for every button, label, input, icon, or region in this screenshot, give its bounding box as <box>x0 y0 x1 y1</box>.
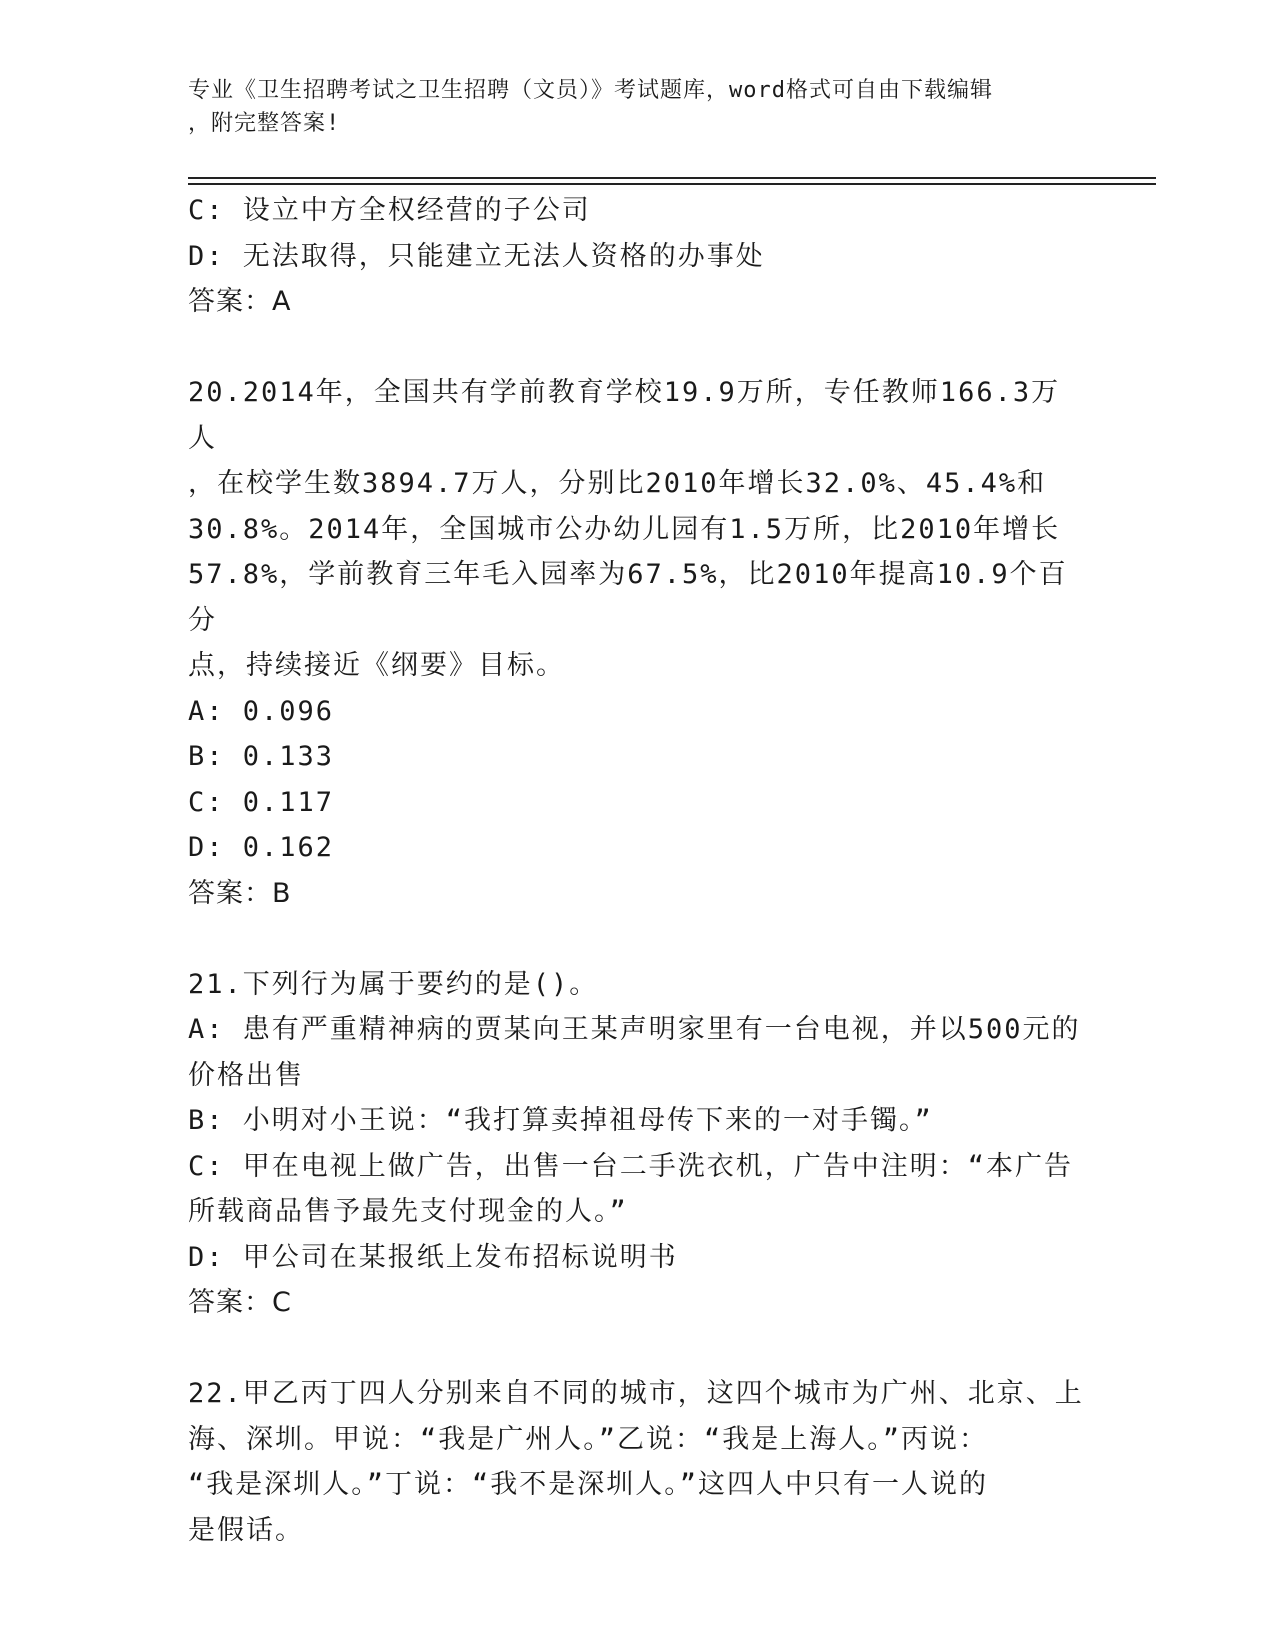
q20-option-b: B: 0.133 <box>188 741 335 772</box>
q20-stem-line: ，在校学生数3894.7万人，分别比2010年增长32.0%、45.4%和 <box>188 468 1047 499</box>
q22-stem-line: “我是深圳人。”丁说：“我不是深圳人。”这四人中只有一人说的 <box>188 1469 989 1500</box>
question-21 <box>188 962 1088 1326</box>
q20-stem-line: 点，持续接近《纲要》目标。 <box>188 650 565 681</box>
q20-answer: 答案：B <box>188 877 292 909</box>
q21-answer: 答案：C <box>188 1287 292 1318</box>
q19-option-c: C: 设立中方全权经营的子公司 <box>188 195 591 226</box>
header-line-2: ，附完整答案! <box>188 111 341 136</box>
q20-stem-line: 30.8%。2014年，全国城市公办幼儿园有1.5万所，比2010年增长 <box>188 513 1061 545</box>
q21-option-c-line: 所载商品售予最先支付现金的人。” <box>188 1196 628 1227</box>
header-divider-top <box>188 177 1156 179</box>
q21-option-b: B: 小明对小王说：“我打算卖掉祖母传下来的一对手镯。” <box>188 1105 933 1136</box>
spacer <box>188 1326 1088 1372</box>
q22-stem-line: 22.甲乙丙丁四人分别来自不同的城市，这四个城市为广州、北京、上 <box>188 1378 1084 1409</box>
q19-option-d: D: 无法取得，只能建立无法人资格的办事处 <box>188 240 765 272</box>
question-20 <box>188 370 1088 916</box>
q20-option-a: A: 0.096 <box>188 695 335 727</box>
q20-stem-line: 20.2014年，全国共有学前教育学校19.9万所，专任教师166.3万人 <box>188 377 1061 454</box>
q21-option-a-line: A: 患有严重精神病的贾某向王某声明家里有一台电视，并以500元的 <box>188 1014 1081 1045</box>
question-content <box>188 188 1088 1553</box>
header-line-1: 专业《卫生招聘考试之卫生招聘（文员）》考试题库，word格式可自由下载编辑 <box>188 78 993 103</box>
q21-option-a-line: 价格出售 <box>188 1059 304 1091</box>
q20-stem-line: 57.8%，学前教育三年毛入园率为67.5%，比2010年提高10.9个百分 <box>188 559 1068 636</box>
spacer <box>188 325 1088 371</box>
q21-option-d: D: 甲公司在某报纸上发布招标说明书 <box>188 1241 678 1273</box>
q22-stem-line: 海、深圳。甲说：“我是广州人。”乙说：“我是上海人。”丙说： <box>188 1423 989 1455</box>
q20-option-d: D: 0.162 <box>188 832 335 863</box>
q21-option-c-line: C: 甲在电视上做广告，出售一台二手洗衣机，广告中注明：“本广告 <box>188 1150 1074 1182</box>
q20-option-c: C: 0.117 <box>188 786 335 818</box>
spacer <box>188 916 1088 962</box>
q19-answer: 答案：A <box>188 286 292 317</box>
q22-stem-line: 是假话。 <box>188 1514 304 1546</box>
q21-stem: 21.下列行为属于要约的是()。 <box>188 968 599 1000</box>
document-header <box>188 74 1088 140</box>
header-divider-bottom <box>188 183 1156 185</box>
question-22 <box>188 1371 1088 1553</box>
question-19 <box>188 188 1088 325</box>
